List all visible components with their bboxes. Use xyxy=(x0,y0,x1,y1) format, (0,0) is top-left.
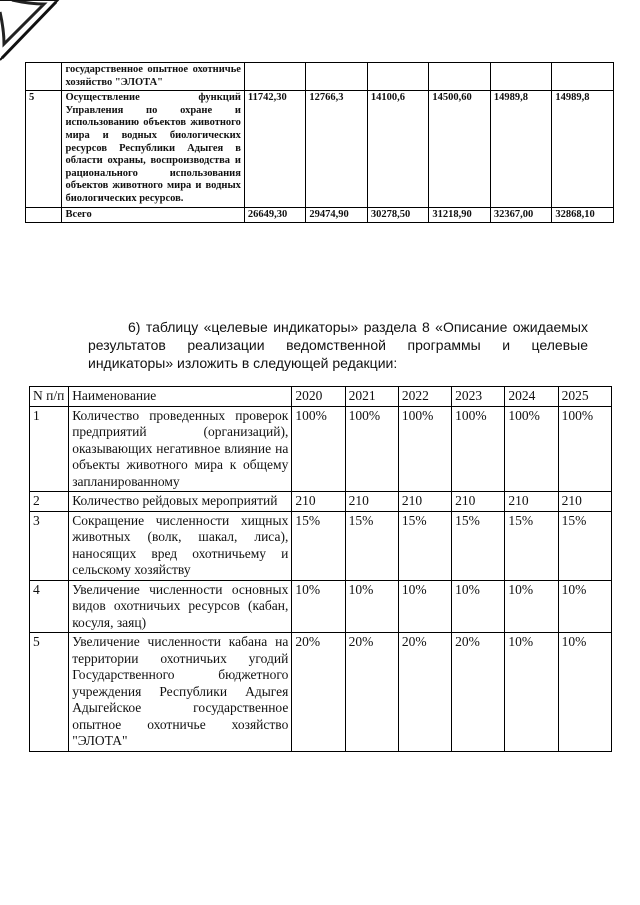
cell-value xyxy=(367,63,429,91)
cell-value: 10% xyxy=(398,580,451,633)
cell-value: 210 xyxy=(452,492,505,512)
cell-value: 100% xyxy=(345,406,398,492)
header-year: 2024 xyxy=(505,387,558,407)
row-number xyxy=(26,63,62,91)
table-header-row xyxy=(30,387,612,407)
cell-value: 15% xyxy=(505,511,558,580)
cell-value: 210 xyxy=(292,492,345,512)
row-name: Увеличение численности основных видов охотничьих ресурсов (кабан, косуля, заяц) xyxy=(69,580,292,633)
table-row xyxy=(26,63,614,91)
row-number: 5 xyxy=(30,633,69,752)
cell-value: 20% xyxy=(345,633,398,752)
row-name: Количество рейдовых мероприятий xyxy=(69,492,292,512)
cell-value: 10% xyxy=(505,580,558,633)
cell-value xyxy=(244,63,306,91)
table-row xyxy=(30,492,612,512)
cell-value: 210 xyxy=(398,492,451,512)
cell-value: 10% xyxy=(558,633,611,752)
header-year: 2025 xyxy=(558,387,611,407)
cell-value: 15% xyxy=(398,511,451,580)
cell-value: 10% xyxy=(558,580,611,633)
cell-value: 10% xyxy=(452,580,505,633)
cell-value: 20% xyxy=(292,633,345,752)
cell-value xyxy=(306,63,368,91)
cell-value: 26649,30 xyxy=(244,207,306,223)
paragraph-text: 6) таблицу «целевые индикаторы» раздела 8 «Описание ожидаемых результатов реализации ведомственной программы и целевые индикаторы» изложить в следующей редакции: xyxy=(88,319,588,371)
cell-value: 10% xyxy=(505,633,558,752)
cell-value: 100% xyxy=(558,406,611,492)
amendment-paragraph xyxy=(88,318,588,372)
cell-value: 210 xyxy=(505,492,558,512)
table-row xyxy=(26,91,614,207)
cell-value: 20% xyxy=(398,633,451,752)
cell-value: 210 xyxy=(558,492,611,512)
row-name: государственное опытное охотничье хозяйство "ЭЛОТА" xyxy=(62,63,244,91)
row-name: Всего xyxy=(62,207,244,223)
row-number: 3 xyxy=(30,511,69,580)
row-number: 1 xyxy=(30,406,69,492)
header-year: 2022 xyxy=(398,387,451,407)
row-name: Увеличение численности кабана на территории охотничьих угодий Государственного бюджетного учреждения Республики Адыгея Адыгейское государственное опытное охотничье хозяйство "ЭЛОТА" xyxy=(69,633,292,752)
indicators-table xyxy=(29,386,612,752)
table-row xyxy=(30,633,612,752)
row-number: 4 xyxy=(30,580,69,633)
row-number: 5 xyxy=(26,91,62,207)
header-number: N п/п xyxy=(30,387,69,407)
cell-value: 10% xyxy=(292,580,345,633)
cell-value xyxy=(429,63,491,91)
cell-value: 15% xyxy=(452,511,505,580)
cell-value: 14989,8 xyxy=(552,91,614,207)
cell-value: 100% xyxy=(452,406,505,492)
cell-value: 100% xyxy=(292,406,345,492)
cell-value: 10% xyxy=(345,580,398,633)
table-row xyxy=(30,580,612,633)
cell-value: 14989,8 xyxy=(490,91,552,207)
cell-value: 11742,30 xyxy=(244,91,306,207)
cell-value xyxy=(552,63,614,91)
cell-value: 20% xyxy=(452,633,505,752)
row-name: Сокращение численности хищных животных (волк, шакал, лиса), наносящих вред охотничьему и сельскому хозяйству xyxy=(69,511,292,580)
header-year: 2021 xyxy=(345,387,398,407)
header-year: 2023 xyxy=(452,387,505,407)
cell-value: 29474,90 xyxy=(306,207,368,223)
cell-value: 30278,50 xyxy=(367,207,429,223)
funding-table xyxy=(25,62,614,223)
cell-value: 15% xyxy=(345,511,398,580)
cell-value: 32367,00 xyxy=(490,207,552,223)
cell-value: 100% xyxy=(398,406,451,492)
header-name: Наименование xyxy=(69,387,292,407)
table-row xyxy=(30,511,612,580)
row-number xyxy=(26,207,62,223)
header-year: 2020 xyxy=(292,387,345,407)
cell-value: 12766,3 xyxy=(306,91,368,207)
table-row-total xyxy=(26,207,614,223)
cell-value: 210 xyxy=(345,492,398,512)
cell-value xyxy=(490,63,552,91)
cell-value: 32868,10 xyxy=(552,207,614,223)
table-row xyxy=(30,406,612,492)
cell-value: 100% xyxy=(505,406,558,492)
cell-value: 15% xyxy=(558,511,611,580)
cell-value: 31218,90 xyxy=(429,207,491,223)
cell-value: 15% xyxy=(292,511,345,580)
row-name: Количество проведенных проверок предприятий (организаций), оказывающих негативное влияние на объекты животного мира к общему запланированному xyxy=(69,406,292,492)
row-name: Осуществление функций Управления по охране и использованию объектов животного мира и водных биологических ресурсов Республики Адыгея в области охраны, воспроизводства и рационального использования объектов животного мира и водных биологических ресурсов. xyxy=(62,91,244,207)
cell-value: 14100,6 xyxy=(367,91,429,207)
cell-value: 14500,60 xyxy=(429,91,491,207)
scan-corner-mark xyxy=(0,0,60,62)
row-number: 2 xyxy=(30,492,69,512)
